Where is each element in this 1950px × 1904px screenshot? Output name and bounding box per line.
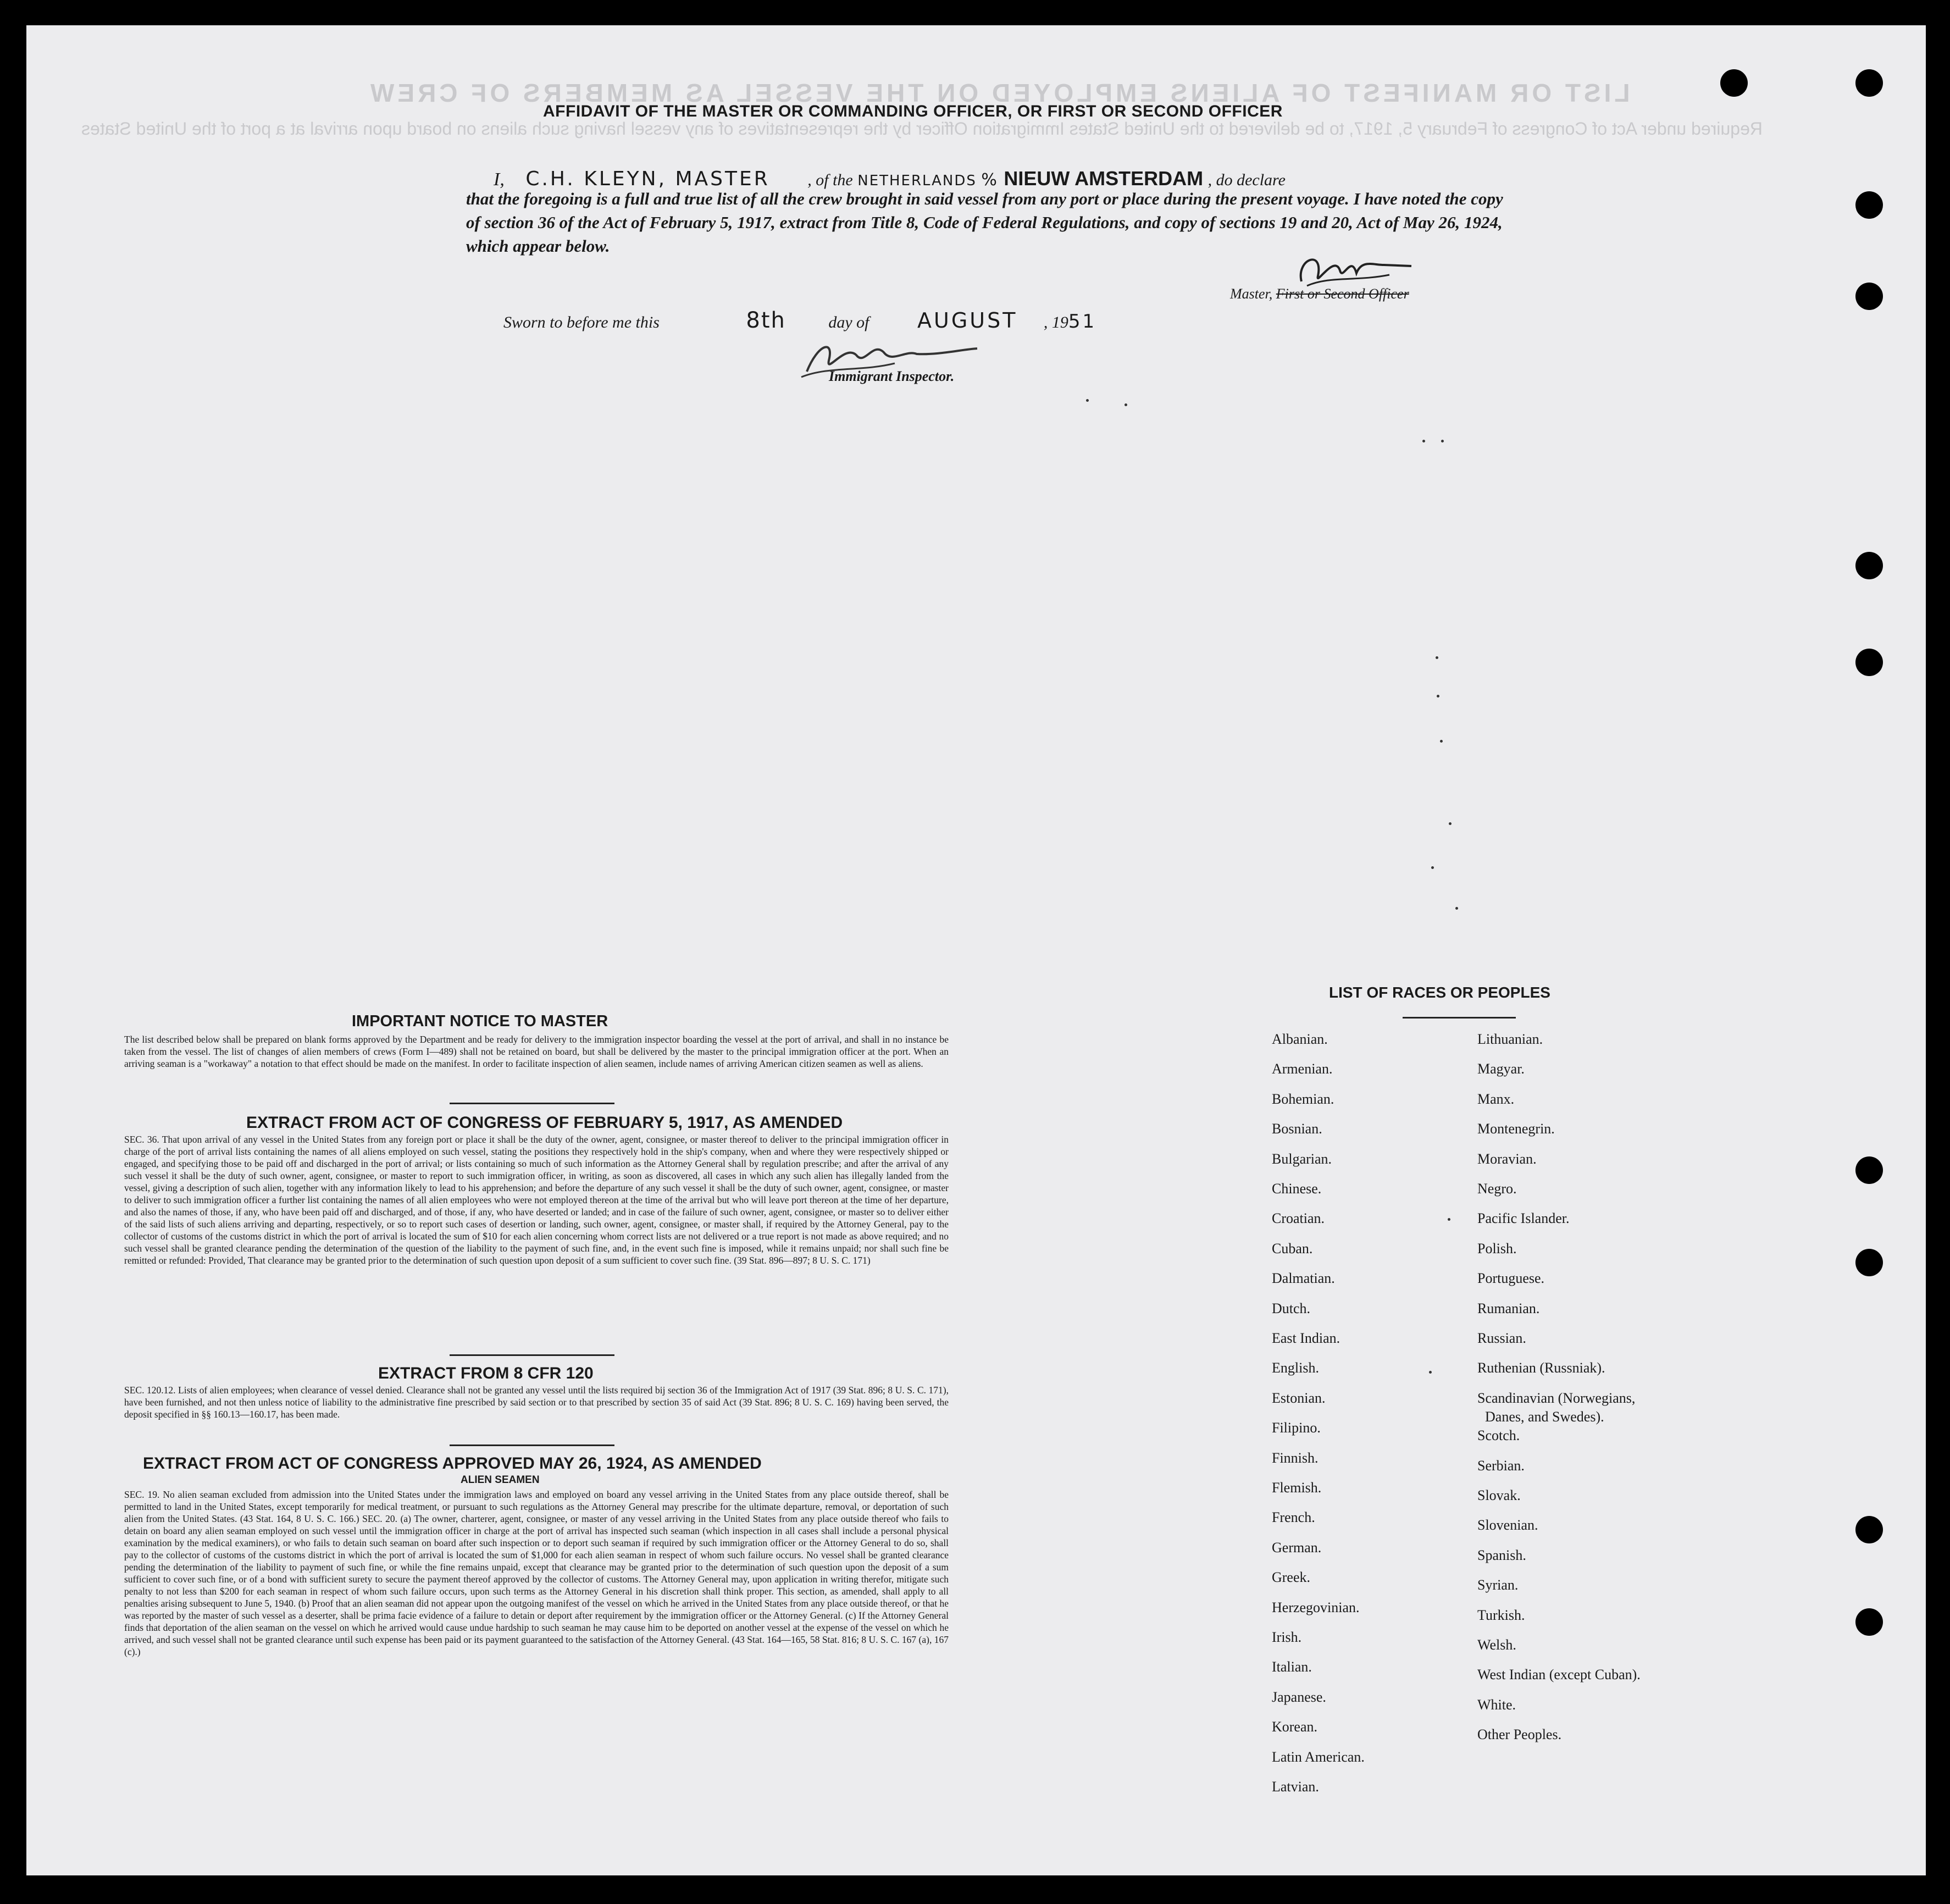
- speck: [1449, 822, 1452, 825]
- do-declare-label: , do declare: [1207, 171, 1286, 189]
- master-officer-label: [1230, 286, 1409, 302]
- race-item: Syrian.: [1477, 1577, 1519, 1593]
- speck: [1422, 440, 1425, 442]
- races-title: LIST OF RACES OR PEOPLES: [1329, 984, 1550, 1001]
- race-item: Greek.: [1272, 1569, 1311, 1586]
- race-item: Bohemian.: [1272, 1091, 1334, 1107]
- speck: [1440, 740, 1443, 743]
- race-item: Pacific Islander.: [1477, 1210, 1570, 1227]
- punch-hole: [1855, 1516, 1883, 1543]
- race-item: Polish.: [1477, 1240, 1517, 1257]
- speck: [1086, 399, 1089, 402]
- punch-hole: [1855, 552, 1883, 579]
- master-label: Master,: [1230, 286, 1273, 302]
- race-item: Slovak.: [1477, 1487, 1521, 1503]
- race-item: Rumanian.: [1477, 1300, 1540, 1316]
- punch-hole: [1855, 1608, 1883, 1636]
- race-item: Latvian.: [1272, 1779, 1319, 1795]
- day-of-label: day of: [828, 313, 869, 331]
- race-item: Herzegovinian.: [1272, 1599, 1360, 1615]
- race-item: Bosnian.: [1272, 1121, 1322, 1137]
- race-item: Ruthenian (Russniak).: [1477, 1360, 1605, 1376]
- race-item: Korean.: [1272, 1719, 1318, 1735]
- race-item: White.: [1477, 1696, 1516, 1713]
- race-item: Manx.: [1477, 1091, 1515, 1107]
- race-item: East Indian.: [1272, 1330, 1340, 1346]
- master-name-handwritten: C.H. KLEYN, MASTER: [525, 168, 770, 190]
- extract-1924-subtitle: ALIEN SEAMEN: [461, 1474, 540, 1486]
- inspector-label: Immigrant Inspector.: [829, 368, 955, 384]
- ghost-subtitle: Required under Act of Congress of February 5, 1917, to be delivered to the United States Immigration Officer by the representatives of any vessel having such aliens on board upon arrival at a port of the United States: [81, 119, 1763, 139]
- notice-title: IMPORTANT NOTICE TO MASTER: [352, 1012, 608, 1030]
- race-item: Japanese.: [1272, 1689, 1326, 1705]
- divider: [450, 1444, 614, 1446]
- race-item: Serbian.: [1477, 1457, 1525, 1474]
- race-item: Armenian.: [1272, 1061, 1333, 1077]
- vessel-name: NIEUW AMSTERDAM: [1004, 167, 1204, 190]
- day-handwritten: 8th: [746, 308, 786, 333]
- line-separator-mark: %: [981, 170, 999, 190]
- speck: [1436, 656, 1438, 659]
- race-item: Magyar.: [1477, 1061, 1525, 1077]
- speck: [1441, 440, 1444, 442]
- speck: [1431, 866, 1434, 869]
- month-handwritten: AUGUST: [917, 308, 1018, 333]
- speck: [1448, 1218, 1450, 1221]
- extract-1924-text: SEC. 19. No alien seaman excluded from admission into the United States under the immigration laws and employed on board any vessel arriving in the United States from any place outside thereof, shall be permitted to land in the United States, except temporarily for medical treatment, or pursuant to such regulations as the Attorney General may prescribe for the ultimate departure, removal, or deportation of such alien from the United States. (43 Stat. 164, 8 U. S. C. 166.) SEC. 20. (a) The owner, charterer, agent, consignee, or master of any vessel arriving in the United States from any place outside thereof who fails to detain on board any alien seaman employed on such vessel until the immigration officer in charge at the port of arrival has inspected such seaman (which inspection in all cases shall include a personal physical examination by the medical examiners), or who fails to detain such seaman on board after such inspection or to deport such seaman if required by such immigration officer or the Attorney General to do so, shall pay to the collector of customs of the customs district in which the port of arrival is located the sum of $1,000 for each alien seaman in respect of whom such failure occurs. No vessel shall be granted clearance pending the determination of the liability to payment of such fine, or while the fine remains unpaid, except that clearance may be granted prior to the determination of such question upon the deposit of a sum sufficient to cover such fine, or of a bond with sufficient surety to secure the payment thereof approved by the collector of customs. The Attorney General may, upon application in writing therefor, mitigate such penalty to not less than $200 for each seaman in respect of whom such failure occurs, upon such terms as the Attorney General in his discretion shall think proper. This section, as amended, shall apply to all penalties arising subsequent to June 5, 1940. (b) Proof that an alien seaman did not appear upon the outgoing manifest of the vessel on which he arrived in the United States from any place outside thereof, or that he was reported by the master of such vessel as a deserter, shall be prima facie evidence of a failure to detain or deport after requirement by the immigration officer or the Attorney General. (c) If the Attorney General finds that deportation of the alien seaman on the vessel on which he arrived would cause undue hardship to such seaman he may cause him to be deported on another vessel at the expense of the vessel on which he arrived, and such vessel shall not be granted clearance until such expense has been paid or its payment guaranteed to the satisfaction of the Attorney General. (43 Stat. 164—165, 58 Stat. 816; 8 U. S. C. 167 (a), 167 (c).): [124, 1489, 949, 1657]
- manifest-page: [26, 25, 1926, 1875]
- extract-1917-title: EXTRACT FROM ACT OF CONGRESS OF FEBRUARY 5, 1917, AS AMENDED: [246, 1114, 843, 1132]
- race-item: Italian.: [1272, 1659, 1312, 1675]
- punch-hole: [1720, 69, 1748, 97]
- race-item: Danes, and Swedes).: [1485, 1408, 1604, 1425]
- divider: [450, 1103, 614, 1104]
- sworn-line: [503, 308, 1096, 333]
- race-item: Turkish.: [1477, 1607, 1525, 1623]
- race-item: Filipino.: [1272, 1420, 1321, 1436]
- race-item: Slovenian.: [1477, 1517, 1538, 1534]
- sworn-label: Sworn to before me this: [503, 313, 660, 331]
- race-item: Latin American.: [1272, 1748, 1365, 1765]
- race-item: Moravian.: [1477, 1150, 1537, 1167]
- extract-1924-title: EXTRACT FROM ACT OF CONGRESS APPROVED MAY 26, 1924, AS AMENDED: [143, 1454, 762, 1473]
- notice-text: The list described below shall be prepared on blank forms approved by the Department and be ready for delivery to the immigration inspector boarding the vessel at the port of arrival, and shall in no instance be taken from the vessel. The list of changes of alien members of crews (Form I—489) shall not be retained on board, but shall be delivered by the master to the principal immigration officer at the port. When an arriving seaman is a "workaway" a notation to that effect should be made on the manifest. In order to facilitate inspection of alien seamen, include names of arriving American citizen seamen as well as aliens.: [124, 1034, 949, 1069]
- race-item: English.: [1272, 1360, 1319, 1376]
- race-item: Albanian.: [1272, 1031, 1328, 1047]
- of-the-label: , of the: [807, 171, 853, 189]
- race-item: Croatian.: [1272, 1210, 1325, 1227]
- punch-hole: [1855, 283, 1883, 310]
- race-item: Estonian.: [1272, 1390, 1326, 1406]
- race-item: Irish.: [1272, 1629, 1302, 1645]
- divider: [450, 1354, 614, 1356]
- punch-hole: [1855, 649, 1883, 676]
- races-underline: [1403, 1017, 1516, 1019]
- punch-hole: [1855, 191, 1883, 219]
- race-item: Negro.: [1477, 1181, 1517, 1197]
- race-item: Chinese.: [1272, 1181, 1322, 1197]
- ghost-title: LIST OR MANIFEST OF ALIENS EMPLOYED ON THE VESSEL AS MEMBERS OF CREW: [367, 79, 1630, 107]
- race-item: Scandinavian (Norwegians,: [1477, 1390, 1636, 1406]
- race-item: Lithuanian.: [1477, 1031, 1543, 1047]
- race-item: Scotch.: [1477, 1427, 1520, 1444]
- race-item: Dutch.: [1272, 1300, 1311, 1316]
- struck-officer-label: First or Second Officer: [1276, 286, 1409, 302]
- race-item: Bulgarian.: [1272, 1150, 1332, 1167]
- race-item: West Indian (except Cuban).: [1477, 1667, 1641, 1683]
- line-handwritten: NETHERLANDS: [857, 173, 977, 189]
- race-item: Flemish.: [1272, 1480, 1322, 1496]
- race-item: Portuguese.: [1477, 1270, 1545, 1287]
- speck: [1437, 695, 1439, 698]
- race-item: Cuban.: [1272, 1240, 1313, 1257]
- speck: [1429, 1371, 1432, 1374]
- race-item: Spanish.: [1477, 1547, 1526, 1563]
- i-label: I,: [494, 169, 505, 190]
- declaration-statement: that the foregoing is a full and true list of all the crew brought in said vessel from any port or place during the present voyage. I have noted the copy of section 36 of the Act of February 5, 1917, extract from Title 8, Code of Federal Regulations, and copy of sections 19 and 20, Act of May 26, 1924, which appear below.: [466, 189, 1503, 256]
- punch-hole: [1855, 69, 1883, 97]
- speck: [1124, 403, 1127, 406]
- race-item: Finnish.: [1272, 1449, 1319, 1466]
- year-prefix: , 19: [1043, 313, 1068, 331]
- race-item: Russian.: [1477, 1330, 1526, 1346]
- extract-1917-text: SEC. 36. That upon arrival of any vessel in the United States from any foreign port or place it shall be the duty of the owner, agent, consignee, or master thereof to deliver to the principal immigration officer in charge of the port of arrival lists containing the names of all aliens employed on such vessel, stating the positions they respectively hold in the ship's company, when and where they were respectively shipped or engaged, and specifying those to be paid off and discharged in the port of arrival; or lists containing so much of such information as the Attorney General shall by regulation prescribe; and after the arrival of any such vessel it shall be the duty of such owner, agent, consignee, or master to report to such immigration officer, in writing, as soon as discovered, all cases in which any such alien has illegally landed from the vessel, giving a description of such alien, together with any information likely to lead to his apprehension; and before the departure of any such vessel it shall be the duty of such owner, agent, consignee, or master to deliver to such immigration officer a further list containing the names of all alien employees who were not employed thereon at the time of the arrival but who will leave port thereon at the time of her departure, and also the names of those, if any, who have been paid off and discharged, and of those, if any, who have deserted or landed; and in case of the failure of such owner, agent, consignee, or master so to deliver either of the said lists of such aliens arriving and departing, respectively, or so to report such cases of desertion or landing, such owner, agent, consignee, or master shall, if required by the Attorney General, pay to the collector of customs of the customs district in which the port of arrival is located the sum of $10 for each alien concerning whom correct lists are not delivered or a true report is not made as above required; and no such vessel shall be granted clearance pending the determination of the question of the liability to the payment of such fine, and, in the event such fine is imposed, while it remains unpaid; nor shall such fine be remitted or refunded: Provided, That clearance may be granted prior to the determination of such question upon deposit of a sum sufficient to cover such fine. (39 Stat. 896—897; 8 U. S. C. 171): [124, 1134, 949, 1266]
- race-item: Other Peoples.: [1477, 1726, 1562, 1743]
- year-handwritten: 51: [1068, 311, 1097, 333]
- extract-cfr-title: EXTRACT FROM 8 CFR 120: [378, 1364, 594, 1382]
- race-item: Welsh.: [1477, 1637, 1516, 1653]
- affidavit-title: AFFIDAVIT OF THE MASTER OR COMMANDING OFFICER, OR FIRST OR SECOND OFFICER: [543, 102, 1283, 120]
- speck: [1455, 907, 1458, 910]
- punch-hole: [1855, 1249, 1883, 1276]
- race-item: Montenegrin.: [1477, 1121, 1555, 1137]
- punch-hole: [1855, 1156, 1883, 1184]
- race-item: German.: [1272, 1539, 1322, 1556]
- race-item: French.: [1272, 1509, 1315, 1526]
- extract-cfr-text: SEC. 120.12. Lists of alien employees; when clearance of vessel denied. Clearance shall not be granted any vessel until the lists required bij section 36 of the Immigration Act of 1917 (39 Stat. 896; 8 U. S. C. 171), have been furnished, and not then unless notice of liability to the administrative fine prescribed by said section or to that prescribed by section 35 of said Act (39 Stat. 896; 8 U. S. C. 169) having been served, the deposit specified in §§ 160.13—160.17, has been made.: [124, 1385, 949, 1420]
- race-item: Dalmatian.: [1272, 1270, 1335, 1287]
